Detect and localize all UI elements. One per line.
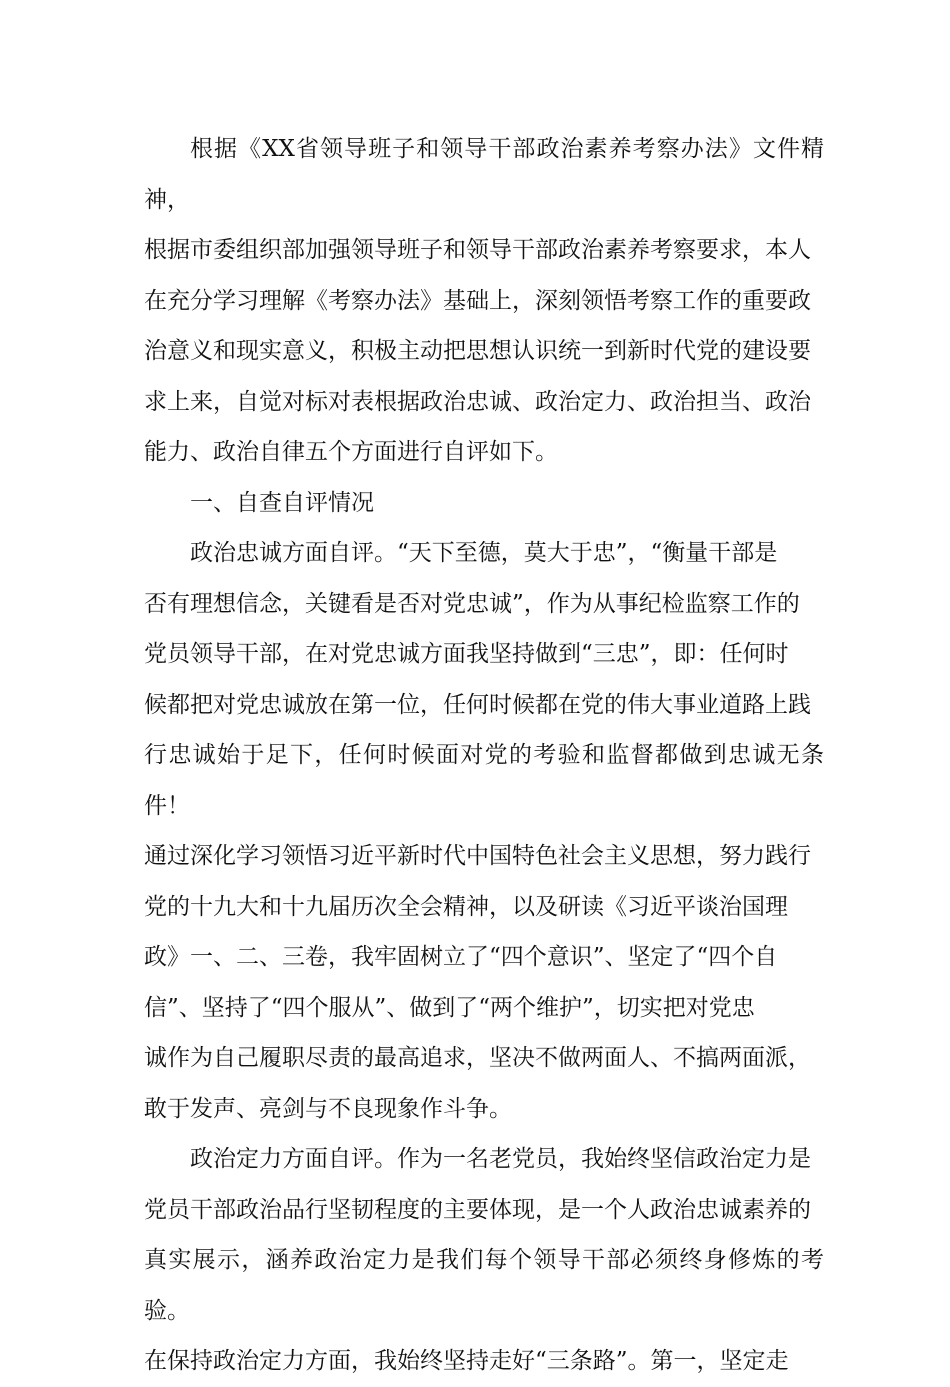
text-line: 党员领导干部，在对党忠诚方面我坚持做到“三忠”，即：任何时 <box>144 641 789 667</box>
text-line: 在保持政治定力方面，我始终坚持走好“三条路”。第一，坚定走 <box>144 1348 789 1374</box>
text-line: 政》一、二、三卷，我牢固树立了“四个意识”、坚定了“四个自 <box>144 944 778 970</box>
text-line: 真实展示，涵养政治定力是我们每个领导干部必须终身修炼的考验。 <box>144 1247 824 1324</box>
text-line: 能力、政治自律五个方面进行自评如下。 <box>144 439 558 465</box>
text-line: 党员干部政治品行坚韧程度的主要体现，是一个人政治忠诚素养的 <box>144 1196 811 1223</box>
document-body <box>144 124 824 1387</box>
text-line: 诚作为自己履职尽责的最高追求，坚决不做两面人、不搞两面派， <box>144 1045 811 1071</box>
text-line: 信”、坚持了“四个服从”、做到了“两个维护”，切实把对党忠 <box>144 994 755 1021</box>
text-line: 根据市委组织部加强领导班子和领导干部政治素养考察要求，本人 <box>144 237 811 263</box>
text-line: 政治定力方面自评。作为一名老党员，我始终坚信政治定力是 <box>190 1146 811 1172</box>
intro-paragraph <box>144 124 824 478</box>
text-line: 通过深化学习领悟习近平新时代中国特色社会主义思想，努力践行 <box>144 843 811 869</box>
political-loyalty-paragraph <box>144 528 824 1134</box>
text-line: 敢于发声、亮剑与不良现象作斗争。 <box>144 1095 512 1122</box>
text-line: 否有理想信念，关键看是否对党忠诚”，作为从事纪检监察工作的 <box>144 590 800 617</box>
text-line: 政治忠诚方面自评。“天下至德，莫大于忠”，“衡量干部是 <box>190 540 778 566</box>
text-line: 求上来，自觉对标对表根据政治忠诚、政治定力、政治担当、政治 <box>144 388 811 415</box>
text-line: 在充分学习理解《考察办法》基础上，深刻领悟考察工作的重要政 <box>144 287 811 314</box>
heading-text: 一、自查自评情况 <box>190 489 374 516</box>
text-line: 党的十九大和十九届历次全会精神，以及研读《习近平谈治国理 <box>144 893 788 920</box>
text-line: 治意义和现实意义，积极主动把思想认识统一到新时代党的建设要 <box>144 338 811 364</box>
political-stability-paragraph <box>144 1134 824 1387</box>
text-line: 根据《XX省领导班子和领导干部政治素养考察办法》文件精神， <box>144 136 824 213</box>
text-line: 行忠诚始于足下，任何时候面对党的考验和监督都做到忠诚无条件！ <box>144 742 824 819</box>
text-line: 候都把对党忠诚放在第一位，任何时候都在党的伟大事业道路上践 <box>144 691 811 718</box>
section-heading <box>144 478 824 529</box>
